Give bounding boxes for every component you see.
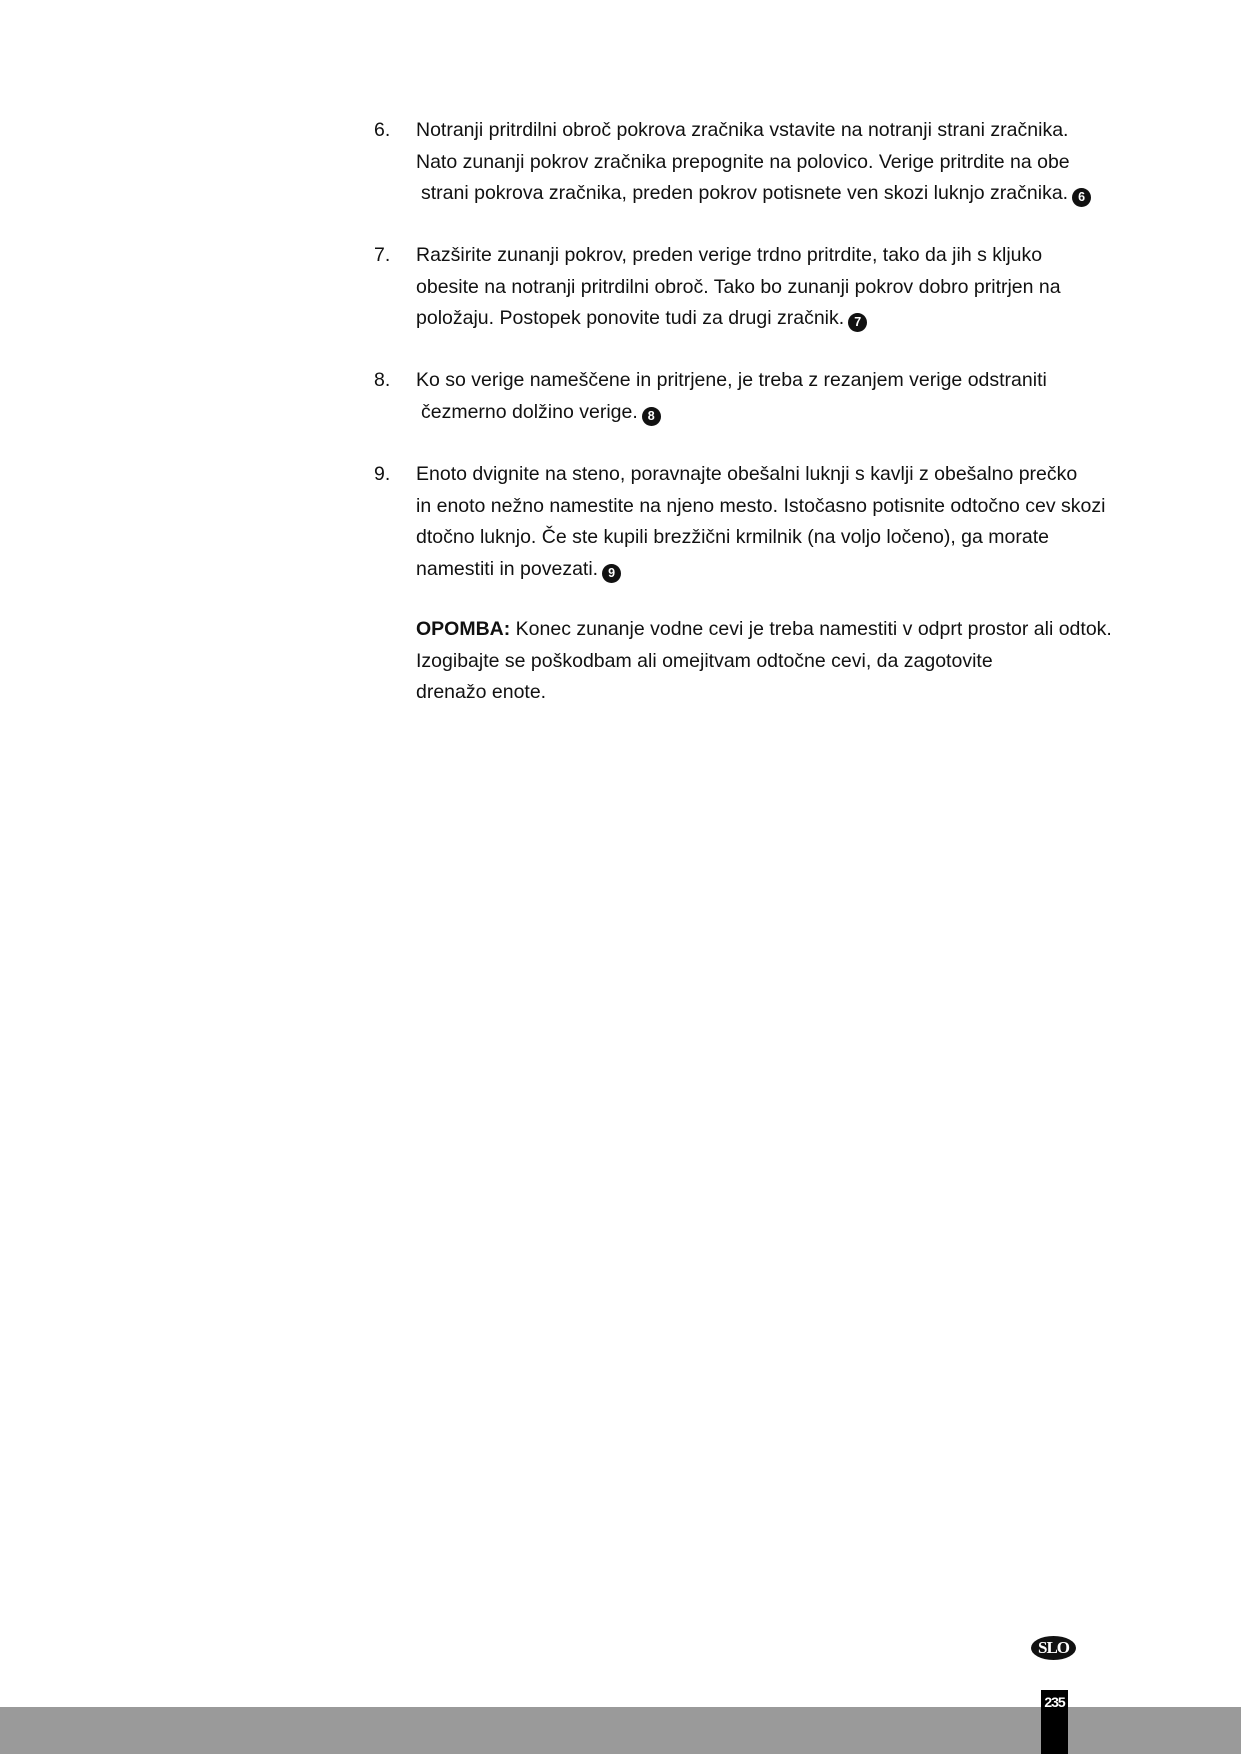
step-text (416, 240, 1156, 335)
step-line: Nato zunanji pokrov zračnika prepognite na polovico. Verige pritrdite na obe (416, 150, 1070, 173)
note-line: Izogibajte se poškodbam ali omejitvam odtočne cevi, da zagotovite (416, 649, 993, 672)
note-line: drenažo enote. (416, 681, 547, 703)
note-label: OPOMBA: (416, 618, 511, 640)
step-text (416, 115, 1156, 210)
step-number: 9. (374, 463, 391, 485)
figure-ref-badge: 9 (602, 564, 621, 583)
step-line-with-ref (416, 178, 1156, 210)
step-text (416, 365, 1156, 428)
step-line: Razširite zunanji pokrov, preden verige trdno pritrdite, tako da jih s kljuko (416, 244, 1043, 266)
note-text: Konec zunanje vodne cevi je treba namestiti v odprt prostor ali odtok. (510, 618, 1112, 640)
step-line: in enoto nežno namestite na njeno mesto. Istočasno potisnite odtočno cev skozi (416, 494, 1106, 517)
step-line: strani pokrova zračnika, preden pokrov potisnete ven skozi luknjo zračnika. (421, 182, 1069, 204)
language-badge: SLO (1031, 1636, 1076, 1660)
step-line: Notranji pritrdilni obroč pokrova zračnika vstavite na notranji strani zračnika. (416, 119, 1069, 141)
note-block (416, 614, 1176, 709)
figure-ref-badge: 8 (642, 407, 661, 426)
step-line: Ko so verige nameščene in pritrjene, je treba z rezanjem verige odstraniti (416, 369, 1047, 391)
step-line-with-ref (416, 303, 1156, 335)
step-line: obesite na notranji pritrdilni obroč. Tako bo zunanji pokrov dobro pritrjen na (416, 275, 1061, 298)
step-line: dtočno luknjo. Če ste kupili brezžični krmilnik (na voljo ločeno), ga morate (416, 526, 1049, 548)
figure-ref-badge: 6 (1072, 188, 1091, 207)
step-line: namestiti in povezati. (416, 557, 599, 580)
step-number: 7. (374, 244, 391, 266)
step-number: 8. (374, 369, 391, 391)
step-line: položaju. Postopek ponovite tudi za drugi zračnik. (416, 307, 845, 329)
step-number: 6. (374, 119, 391, 141)
step-line: čezmerno dolžino verige. (421, 400, 638, 423)
step-line-with-ref (416, 397, 1156, 429)
note-line (416, 614, 1176, 646)
page-number: 235 (1044, 1694, 1065, 1710)
step-text (416, 459, 1156, 585)
figure-ref-badge: 7 (848, 313, 867, 332)
step-line-with-ref (416, 554, 1156, 586)
step-line: Enoto dvignite na steno, poravnajte obešalni luknji s kavlji z obešalno prečko (416, 463, 1078, 485)
page-number-tab (1041, 1690, 1068, 1754)
